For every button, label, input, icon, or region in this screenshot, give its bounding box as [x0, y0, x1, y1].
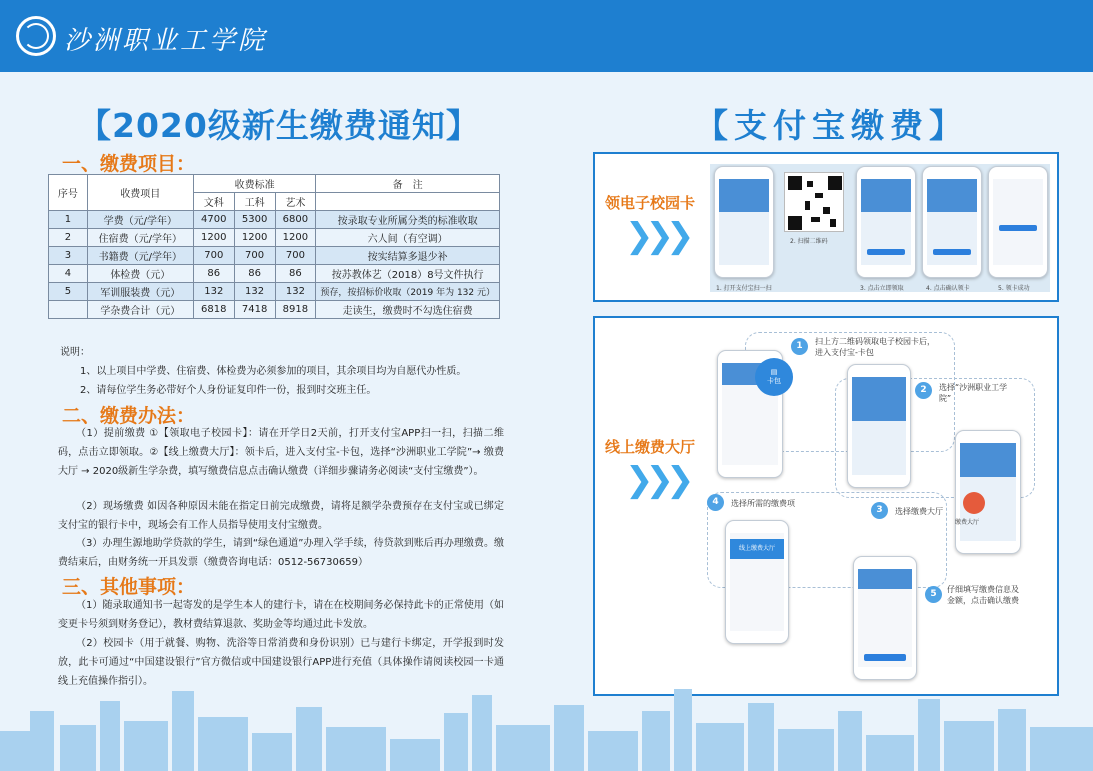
th-std: 收费标准: [193, 175, 315, 193]
method-3: （3）办理生源地助学贷款的学生，请到“绿色通道”办理入学手续，待贷款到账后再办理缴费。缴费结束后，由财务统一开具发票（缴费咨询电话：0512-56730659）: [58, 538, 504, 568]
step-1-badge: 1: [791, 338, 808, 355]
notes: [60, 343, 466, 400]
step-3-text: 选择缴费大厅: [895, 507, 943, 516]
phone-screenshot: [955, 430, 1021, 554]
note-2: 2、请每位学生务必带好个人身份证复印件一份，报到时交班主任。: [80, 385, 377, 396]
step-3-badge: 3: [871, 502, 888, 519]
method-1: （1）提前缴费 ①【领取电子校园卡】：请在开学日2天前，打开支付宝APP扫一扫，扫描二维码，点击立即领取。②【线上缴费大厅】：领卡后，进入支付宝-卡包，选择“沙洲职业工学院”→ 缴费大厅 → 2020级新生学杂费，填写缴费信息点击确认缴费（详细步骤请务必阅读“支付宝缴费”）。: [58, 428, 504, 477]
fee-table: [48, 174, 500, 319]
table-row: 学杂费合计（元） 6818 7418 8918 走读生，缴费时不勾选住宿费: [49, 301, 500, 319]
pay-hall-banner: 线上缴费大厅: [730, 539, 784, 559]
alipay-title: [695, 100, 968, 147]
th-note: 备 注: [316, 175, 500, 193]
title-bracket-left: 【: [78, 106, 112, 145]
card-bag-bubble: ▤ 卡包: [755, 358, 793, 396]
method-2: （2）现场缴费 如因各种原因未能在指定日前完成缴费，请将足额学杂费预存在支付宝或已绑定支付宝的银行卡中，现场会有工作人员指导使用支付宝缴费。: [58, 501, 504, 531]
notes-label: 说明：: [60, 347, 90, 358]
step-5-text: 仔细填写缴费信息及金额，点击确认缴费: [947, 585, 1019, 605]
table-row: 2 住宿费（元/学年） 1200 1200 1200 六人间（有空调）: [49, 229, 500, 247]
th-item: 收费项目: [87, 175, 193, 211]
other-2: （2）校园卡（用于就餐、购物、洗浴等日常消费和身份识别）已与建行卡绑定，开学报到时发放，此卡可通过“中国建设银行”官方微信或中国建设银行APP进行充值（具体操作请阅读校园一卡通线上充值操作指引）。: [58, 638, 504, 687]
table-row: 3 书籍费（元/学年） 700 700 700 按实结算多退少补: [49, 247, 500, 265]
qr-code: [784, 172, 844, 232]
section-pay-method: 二、缴费办法：: [62, 405, 196, 427]
chevron-right-icon: ❯❯❯: [625, 460, 687, 500]
phone-screenshot: [853, 556, 917, 680]
caption-step-2: 2. 扫描二维码: [790, 238, 828, 245]
step-2-text: 选择“沙洲职业工学院”: [939, 383, 1008, 403]
card-steps-strip: [710, 164, 1050, 292]
phone-screenshot: [922, 166, 982, 278]
phone-screenshot: [988, 166, 1048, 278]
caption-step-1: 1. 打开支付宝扫一扫: [716, 285, 772, 292]
pay-hall-icon: [963, 492, 985, 514]
title-text: 2020级新生缴费通知: [112, 106, 446, 145]
city-skyline-decoration: [0, 681, 1093, 771]
th-seq: 序号: [49, 175, 88, 211]
table-row: 1 学费（元/学年） 4700 5300 6800 按录取专业所属分类的标准收取: [49, 211, 500, 229]
title-bracket-right: 】: [445, 106, 480, 145]
step-5-badge: 5: [925, 586, 942, 603]
th-gong: 工科: [234, 193, 275, 211]
step-4-badge: 4: [707, 494, 724, 511]
title-bracket-right: 】: [929, 106, 968, 145]
phone-screenshot: [856, 166, 916, 278]
caption-step-5: 5. 领卡成功: [998, 285, 1030, 292]
title-bracket-left: 【: [695, 106, 734, 145]
panel1-label: 领电子校园卡: [605, 194, 696, 212]
step-1-text: 扫上方二维码领取电子校园卡后，进入支付宝-卡包: [815, 337, 935, 357]
phone-screenshot: [725, 520, 789, 644]
other-1: （1）随录取通知书一起寄发的是学生本人的建行卡，请在在校期间务必保持此卡的正常使用（如变更卡号须到财务登记），教材费结算退款、奖助金等均通过此卡发放。: [58, 600, 504, 630]
table-row: 4 体检费（元） 86 86 86 按苏教体艺（2018）8号文件执行: [49, 265, 500, 283]
step-2-badge: 2: [915, 382, 932, 399]
page-title: [78, 100, 480, 147]
caption-step-4: 4. 点击确认领卡: [926, 285, 970, 292]
alipay-title-text: 支付宝缴费: [734, 106, 929, 145]
th-yi: 艺术: [275, 193, 316, 211]
school-logo-icon: [16, 16, 56, 56]
panel-pay-hall: [593, 316, 1059, 696]
header-bar: [0, 0, 1093, 72]
step-4-text: 选择所需的缴费项: [731, 499, 795, 508]
caption-step-3: 3. 点击立即领取: [860, 285, 904, 292]
section-fee-items: 一、缴费项目：: [62, 153, 196, 175]
phone-screenshot: [714, 166, 774, 278]
panel2-label: 线上缴费大厅: [605, 438, 696, 456]
phone-screenshot: [847, 364, 911, 488]
chevron-right-icon: ❯❯❯: [625, 216, 687, 256]
card-bag-icon: ▤: [770, 368, 778, 376]
note-1: 1、以上项目中学费、住宿费、体检费为必须参加的项目，其余项目均为自愿代办性质。: [80, 366, 467, 377]
school-name: 沙洲职业工学院: [64, 26, 268, 56]
table-row: 5 军训服装费（元） 132 132 132 预存，按招标价收取（2019 年为 132 元）: [49, 283, 500, 301]
section-other: 三、其他事项：: [62, 576, 196, 598]
panel-get-card: [593, 152, 1059, 302]
pay-hall-bubble-label: 缴费大厅: [955, 519, 980, 526]
th-wen: 文科: [193, 193, 234, 211]
